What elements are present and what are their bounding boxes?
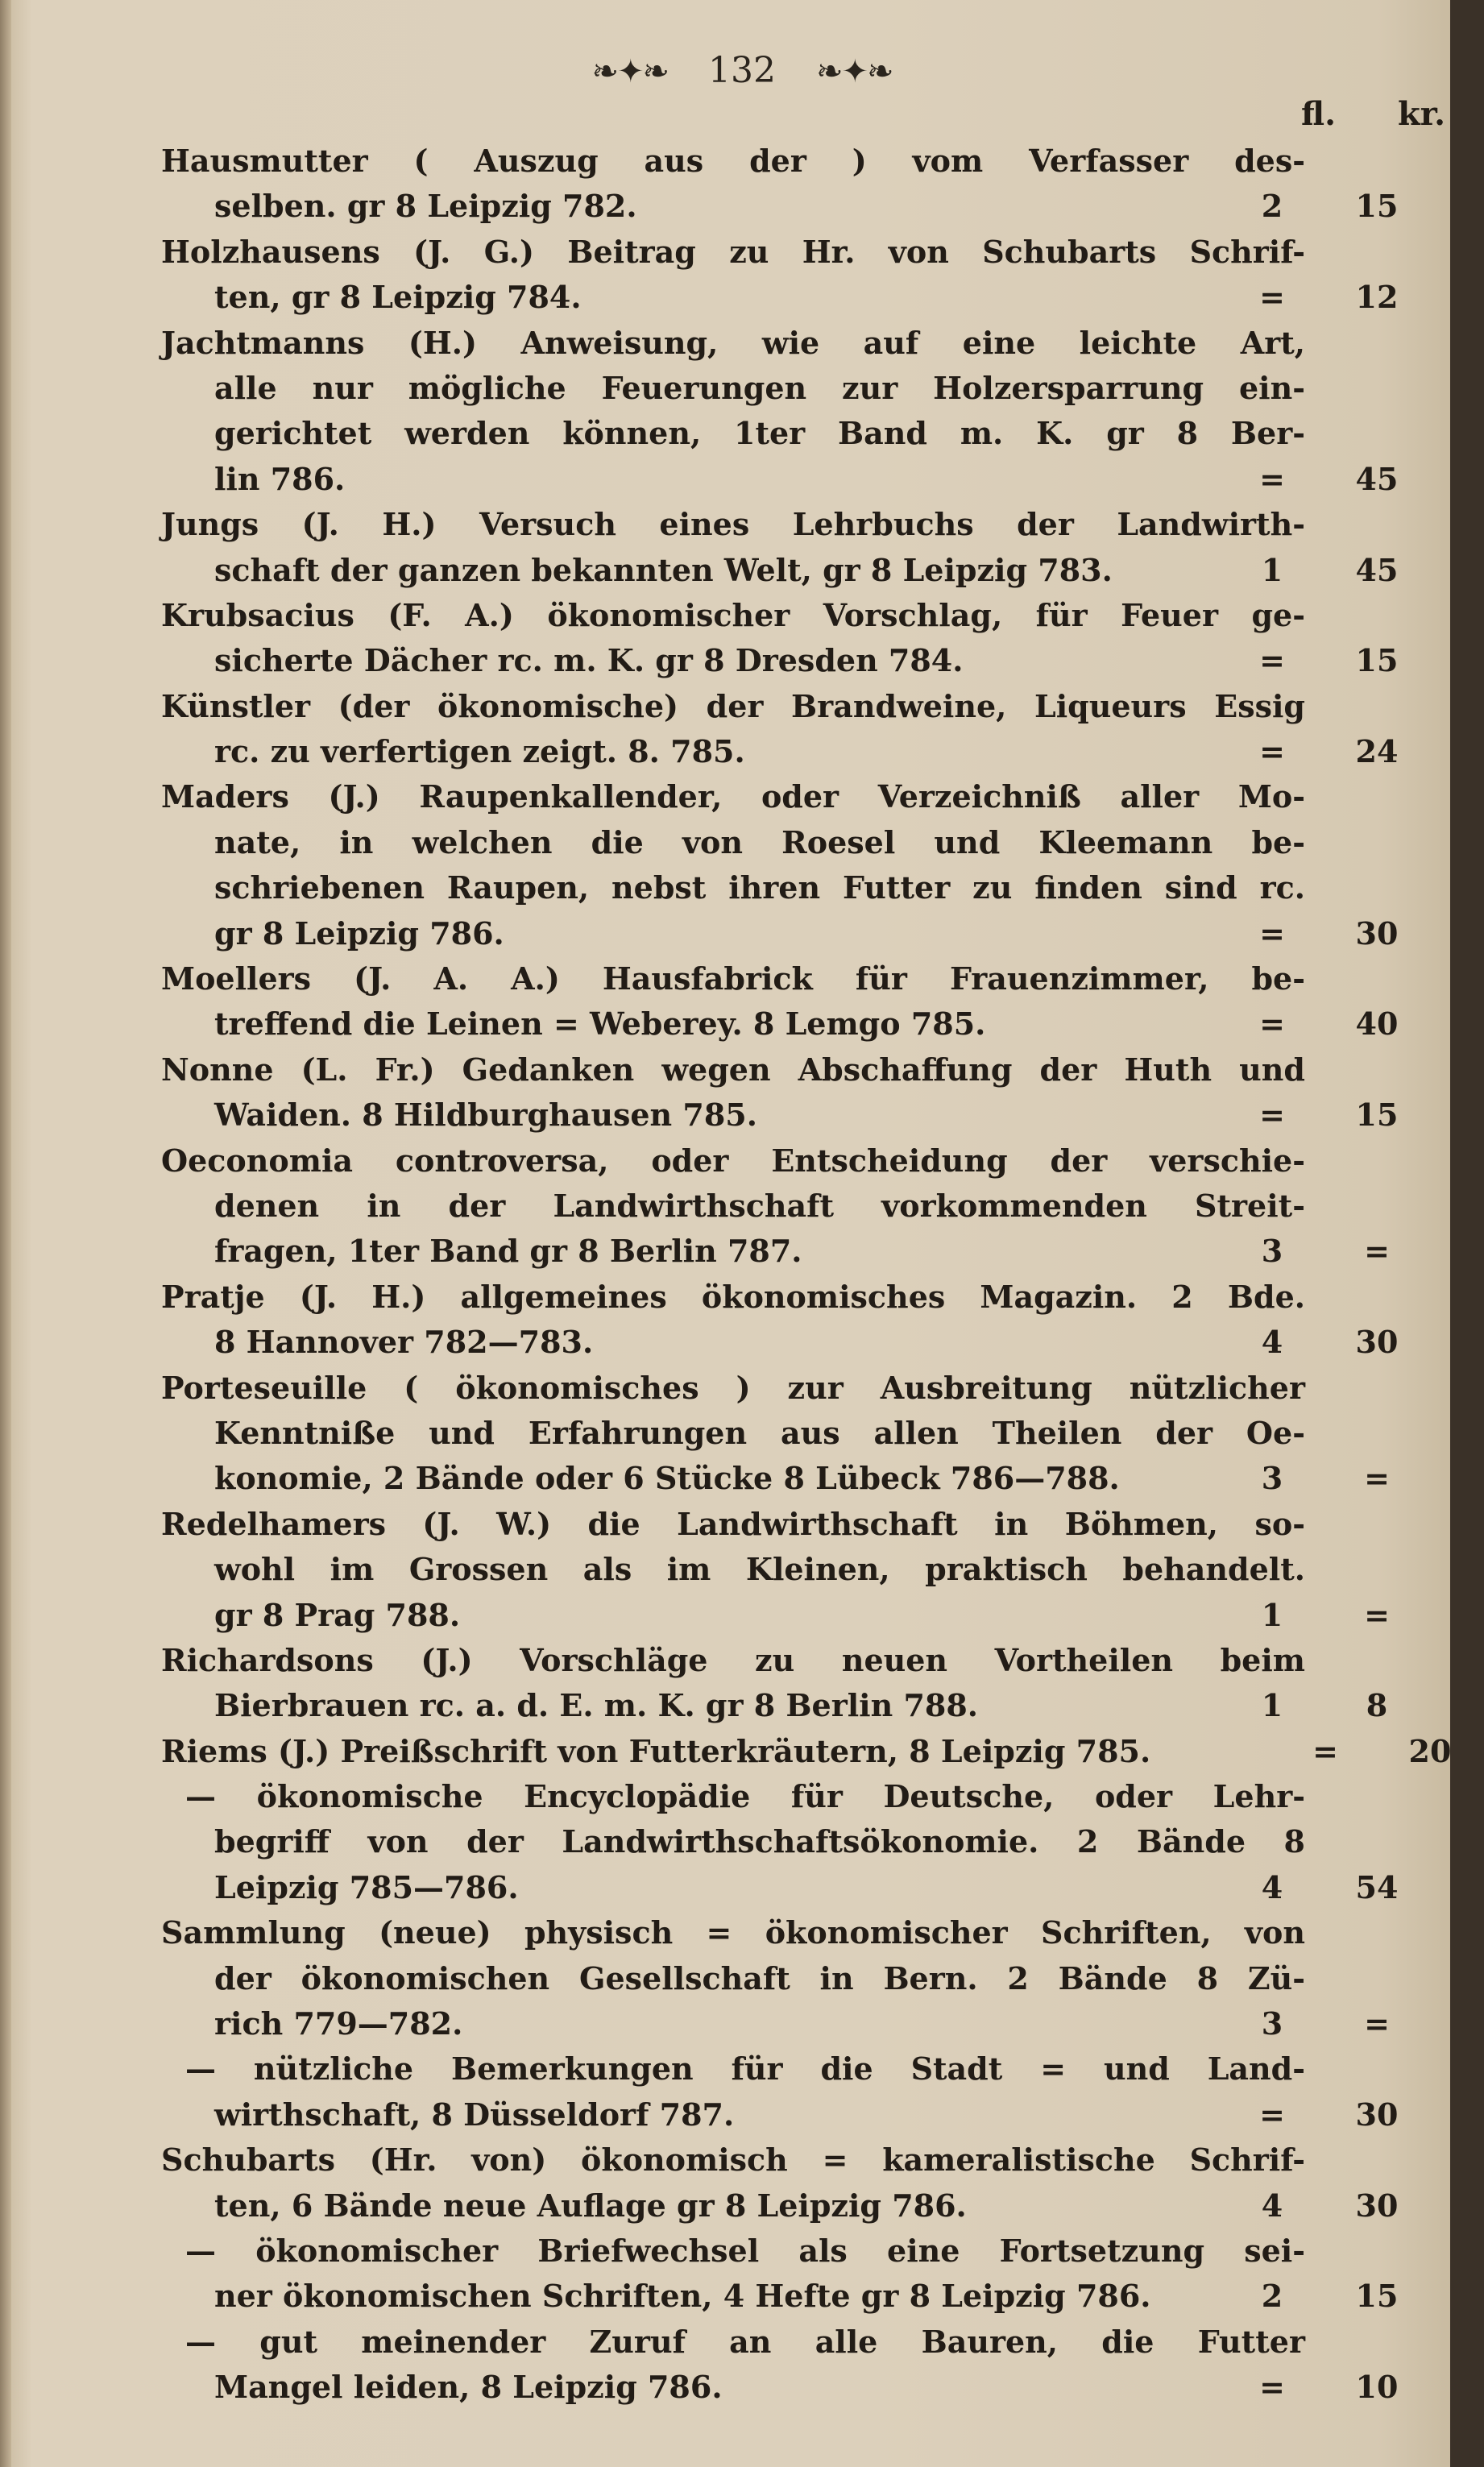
entry-text: Krubsacius (F. A.) ökonomischer Vorschlag, für Feuer ge-	[161, 596, 1305, 633]
entry-line	[161, 275, 1399, 320]
entry-text: Mangel leiden, 8 Leipzig 786.	[214, 2369, 723, 2406]
entry-line	[161, 139, 1305, 184]
entry-line	[161, 911, 1399, 956]
entry-line	[161, 2092, 1399, 2137]
entry-line	[161, 1093, 1399, 1138]
price-florin: 1	[1261, 1596, 1283, 1633]
entry-line	[161, 820, 1305, 865]
entry-text: sicherte Dächer rc. m. K. gr 8 Dresden 784.	[214, 642, 964, 679]
entry-text: Jungs (J. H.) Versuch eines Lehrbuchs der Landwirth-	[161, 506, 1305, 543]
price-florin: 3	[1261, 1460, 1283, 1497]
entry-line	[161, 366, 1305, 411]
price-kreuzer: 15	[1355, 1097, 1399, 1134]
catalog-entry	[161, 2229, 1399, 2320]
column-header-fl: fl.	[1301, 95, 1337, 133]
price-kreuzer: 10	[1355, 2369, 1399, 2406]
catalog-entries	[161, 139, 1452, 2411]
price-kreuzer: 15	[1355, 188, 1399, 225]
entry-text: selben. gr 8 Leipzig 782.	[214, 188, 637, 225]
entry-line	[161, 502, 1305, 547]
entry-text: lin 786.	[214, 460, 346, 497]
entry-text: rc. zu verfertigen zeigt. 8. 785.	[214, 733, 745, 770]
entry-text: Porteseuille ( ökonomisches ) zur Ausbreitung nützlicher	[161, 1369, 1305, 1406]
price-kreuzer: 30	[1355, 914, 1399, 952]
price-florin: =	[1259, 1097, 1285, 1134]
catalog-entry	[161, 774, 1399, 956]
entry-text: begriff von der Landwirthschaftsökonomie. 2 Bände 8	[214, 1823, 1305, 1860]
entry-line	[161, 1683, 1388, 1728]
price-kreuzer: 45	[1355, 460, 1399, 497]
entry-line	[161, 1047, 1305, 1093]
price-florin: =	[1259, 2096, 1285, 2133]
entry-line	[161, 321, 1305, 366]
catalog-entry	[161, 1138, 1390, 1275]
page-header	[0, 50, 1484, 91]
price-kreuzer: =	[1364, 2005, 1390, 2042]
catalog-entry	[161, 230, 1399, 321]
catalog-entry	[161, 2046, 1399, 2137]
entry-line	[161, 1547, 1305, 1592]
entry-text: Leipzig 785—786.	[214, 1868, 519, 1905]
price-florin: 3	[1261, 2005, 1283, 2042]
entry-line	[161, 1184, 1305, 1229]
price-florin: =	[1259, 1005, 1285, 1043]
price-florin: 3	[1261, 1233, 1283, 1270]
price-florin: =	[1312, 1732, 1338, 1769]
catalog-entry	[161, 1910, 1390, 2046]
price-kreuzer: 45	[1355, 551, 1399, 588]
entry-line	[161, 1638, 1305, 1683]
entry-text: Nonne (L. Fr.) Gedanken wegen Abschaffung der Huth und	[161, 1051, 1305, 1088]
entry-line	[161, 230, 1305, 275]
entry-line	[161, 411, 1305, 456]
catalog-entry	[161, 956, 1399, 1047]
entry-line	[161, 865, 1305, 910]
price-florin: =	[1259, 2369, 1285, 2406]
price-kreuzer: 30	[1355, 1324, 1399, 1361]
entry-text: ten, 6 Bände neue Auflage gr 8 Leipzig 786.	[214, 2187, 967, 2224]
entry-text: gerichtet werden können, 1ter Band m. K. gr 8 Ber-	[214, 415, 1305, 452]
price-florin: 1	[1261, 551, 1283, 588]
entry-text: rich 779—782.	[214, 2005, 463, 2042]
price-kreuzer: =	[1364, 1596, 1390, 1633]
entry-text: gr 8 Prag 788.	[214, 1596, 461, 1633]
ornament-left-icon: ❧✦❧	[591, 53, 668, 90]
price-kreuzer: =	[1364, 1233, 1390, 1270]
entry-text: Richardsons (J.) Vorschläge zu neuen Vortheilen beim	[161, 1641, 1305, 1678]
entry-text: gr 8 Leipzig 786.	[214, 914, 504, 952]
entry-text: Waiden. 8 Hildburghausen 785.	[214, 1097, 757, 1134]
catalog-entry	[161, 2137, 1399, 2229]
catalog-entry	[161, 2320, 1399, 2411]
entry-text: ten, gr 8 Leipzig 784.	[214, 279, 582, 316]
price-florin: =	[1259, 642, 1285, 679]
price-kreuzer: 24	[1355, 733, 1399, 770]
catalog-entry	[161, 139, 1399, 230]
price-kreuzer: 20	[1408, 1732, 1452, 1769]
catalog-entry	[161, 593, 1399, 684]
entry-text: alle nur mögliche Feuerungen zur Holzersparrung ein-	[214, 369, 1305, 406]
price-kreuzer: 30	[1355, 2187, 1399, 2224]
entry-line	[161, 956, 1305, 1001]
price-florin: 4	[1261, 1868, 1283, 1905]
entry-text: Oeconomia controversa, oder Entscheidung der verschie-	[161, 1142, 1305, 1179]
entry-text: treffend die Leinen = Weberey. 8 Lemgo 785.	[214, 1005, 986, 1043]
entry-text: 8 Hannover 782—783.	[214, 1324, 594, 1361]
catalog-entry	[161, 1638, 1388, 1729]
entry-line	[161, 548, 1399, 593]
entry-text: Maders (J.) Raupenkallender, oder Verzeichniß aller Mo-	[161, 778, 1305, 815]
entry-text: konomie, 2 Bände oder 6 Stücke 8 Lübeck 786—788.	[214, 1460, 1120, 1497]
entry-line	[161, 1138, 1305, 1184]
entry-text: nate, in welchen die von Roesel und Kleemann be-	[214, 823, 1305, 860]
page-number: 132	[708, 50, 776, 91]
entry-text: Kenntniße und Erfahrungen aus allen Theilen der Oe-	[214, 1414, 1305, 1451]
entry-text: — gut meinender Zuruf an alle Bauren, die Futter	[185, 2323, 1305, 2360]
entry-text: — ökonomischer Briefwechsel als eine Fortsetzung sei-	[185, 2232, 1305, 2269]
entry-line	[161, 2183, 1399, 2229]
entry-line	[161, 184, 1399, 229]
price-florin: 4	[1261, 1324, 1283, 1361]
price-florin: =	[1259, 279, 1285, 316]
entry-text: Redelhamers (J. W.) die Landwirthschaft in Böhmen, so-	[161, 1505, 1305, 1542]
entry-line	[161, 1910, 1305, 1955]
entry-line	[161, 1275, 1305, 1320]
catalog-entry	[161, 1502, 1390, 1638]
catalog-entry	[161, 502, 1399, 593]
entry-line	[161, 1593, 1390, 1638]
entry-text: — ökonomische Encyclopädie für Deutsche, oder Lehr-	[185, 1778, 1305, 1815]
entry-line	[161, 729, 1399, 774]
ornament-right-icon: ❧✦❧	[815, 53, 893, 90]
entry-text: denen in der Landwirthschaft vorkommenden Streit-	[214, 1187, 1305, 1224]
catalog-entry	[161, 1275, 1399, 1366]
entry-text: — nützliche Bemerkungen für die Stadt = und Land-	[185, 2050, 1305, 2088]
entry-text: Sammlung (neue) physisch = ökonomischer Schriften, von	[161, 1914, 1305, 1951]
entry-text: Pratje (J. H.) allgemeines ökonomisches Magazin. 2 Bde.	[161, 1278, 1305, 1315]
entry-line	[161, 774, 1305, 819]
catalog-entry	[161, 1729, 1452, 1774]
entry-text: der ökonomischen Gesellschaft in Bern. 2 Bände 8 Zü-	[214, 1959, 1305, 1996]
entry-text: Riems (J.) Preißschrift von Futterkräutern, 8 Leipzig 785.	[161, 1732, 1151, 1769]
entry-line	[161, 2001, 1390, 2046]
entry-text: Hausmutter ( Auszug aus der ) vom Verfasser des-	[161, 143, 1305, 179]
entry-line	[161, 1956, 1305, 2001]
catalog-entry	[161, 321, 1399, 503]
entry-line	[161, 593, 1305, 638]
entry-text: wohl im Grossen als im Kleinen, praktisch behandelt.	[214, 1551, 1305, 1588]
entry-line	[161, 1001, 1399, 1047]
entry-text: Bierbrauen rc. a. d. E. m. K. gr 8 Berlin 788.	[214, 1687, 979, 1724]
catalog-entry	[161, 1047, 1399, 1138]
entry-text: Holzhausens (J. G.) Beitrag zu Hr. von Schubarts Schrif-	[161, 233, 1305, 270]
page-gutter	[0, 0, 11, 2467]
price-kreuzer: 15	[1355, 2278, 1399, 2315]
column-header-kr: kr.	[1398, 95, 1446, 133]
entry-text: schaft der ganzen bekannten Welt, gr 8 Leipzig 783.	[214, 551, 1113, 588]
entry-line	[161, 2274, 1399, 2319]
price-florin: =	[1259, 733, 1285, 770]
entry-line	[161, 1729, 1452, 1774]
entry-text: Jachtmanns (H.) Anweisung, wie auf eine leichte Art,	[161, 324, 1305, 361]
entry-text: Künstler (der ökonomische) der Brandweine, Liqueurs Essig	[161, 687, 1305, 724]
entry-line	[161, 1456, 1390, 1501]
entry-line	[161, 1411, 1305, 1456]
entry-line	[161, 2320, 1305, 2365]
price-florin: 2	[1261, 188, 1283, 225]
entry-line	[161, 2046, 1305, 2092]
entry-line	[161, 684, 1305, 729]
price-florin: 1	[1261, 1687, 1283, 1724]
price-kreuzer: 40	[1355, 1005, 1399, 1043]
entry-text: Schubarts (Hr. von) ökonomisch = kameralistische Schrif-	[161, 2142, 1305, 2179]
entry-text: ner ökonomischen Schriften, 4 Hefte gr 8 Leipzig 786.	[214, 2278, 1151, 2315]
entry-text: schriebenen Raupen, nebst ihren Futter zu finden sind rc.	[214, 869, 1305, 906]
entry-line	[161, 457, 1399, 502]
price-kreuzer: 12	[1355, 279, 1399, 316]
catalog-entry	[161, 684, 1399, 775]
catalog-entry	[161, 1366, 1390, 1502]
entry-line	[161, 2365, 1399, 2410]
entry-line	[161, 1819, 1305, 1864]
entry-line	[161, 2229, 1305, 2274]
entry-text: wirthschaft, 8 Düsseldorf 787.	[214, 2096, 735, 2133]
price-florin: =	[1259, 914, 1285, 952]
price-florin: 4	[1261, 2187, 1283, 2224]
price-florin: =	[1259, 460, 1285, 497]
price-kreuzer: 54	[1355, 1868, 1399, 1905]
price-florin: 2	[1261, 2278, 1283, 2315]
entry-line	[161, 1774, 1305, 1819]
entry-line	[161, 2137, 1305, 2183]
catalog-entry	[161, 1774, 1399, 1910]
entry-text: Moellers (J. A. A.) Hausfabrick für Frauenzimmer, be-	[161, 960, 1305, 997]
price-kreuzer: =	[1364, 1460, 1390, 1497]
entry-text: fragen, 1ter Band gr 8 Berlin 787.	[214, 1233, 802, 1270]
entry-line	[161, 1229, 1390, 1274]
price-kreuzer: 15	[1355, 642, 1399, 679]
entry-line	[161, 1865, 1399, 1910]
price-kreuzer: 8	[1366, 1687, 1388, 1724]
entry-line	[161, 638, 1399, 683]
entry-line	[161, 1502, 1305, 1547]
entry-line	[161, 1320, 1399, 1365]
entry-line	[161, 1366, 1305, 1411]
price-kreuzer: 30	[1355, 2096, 1399, 2133]
